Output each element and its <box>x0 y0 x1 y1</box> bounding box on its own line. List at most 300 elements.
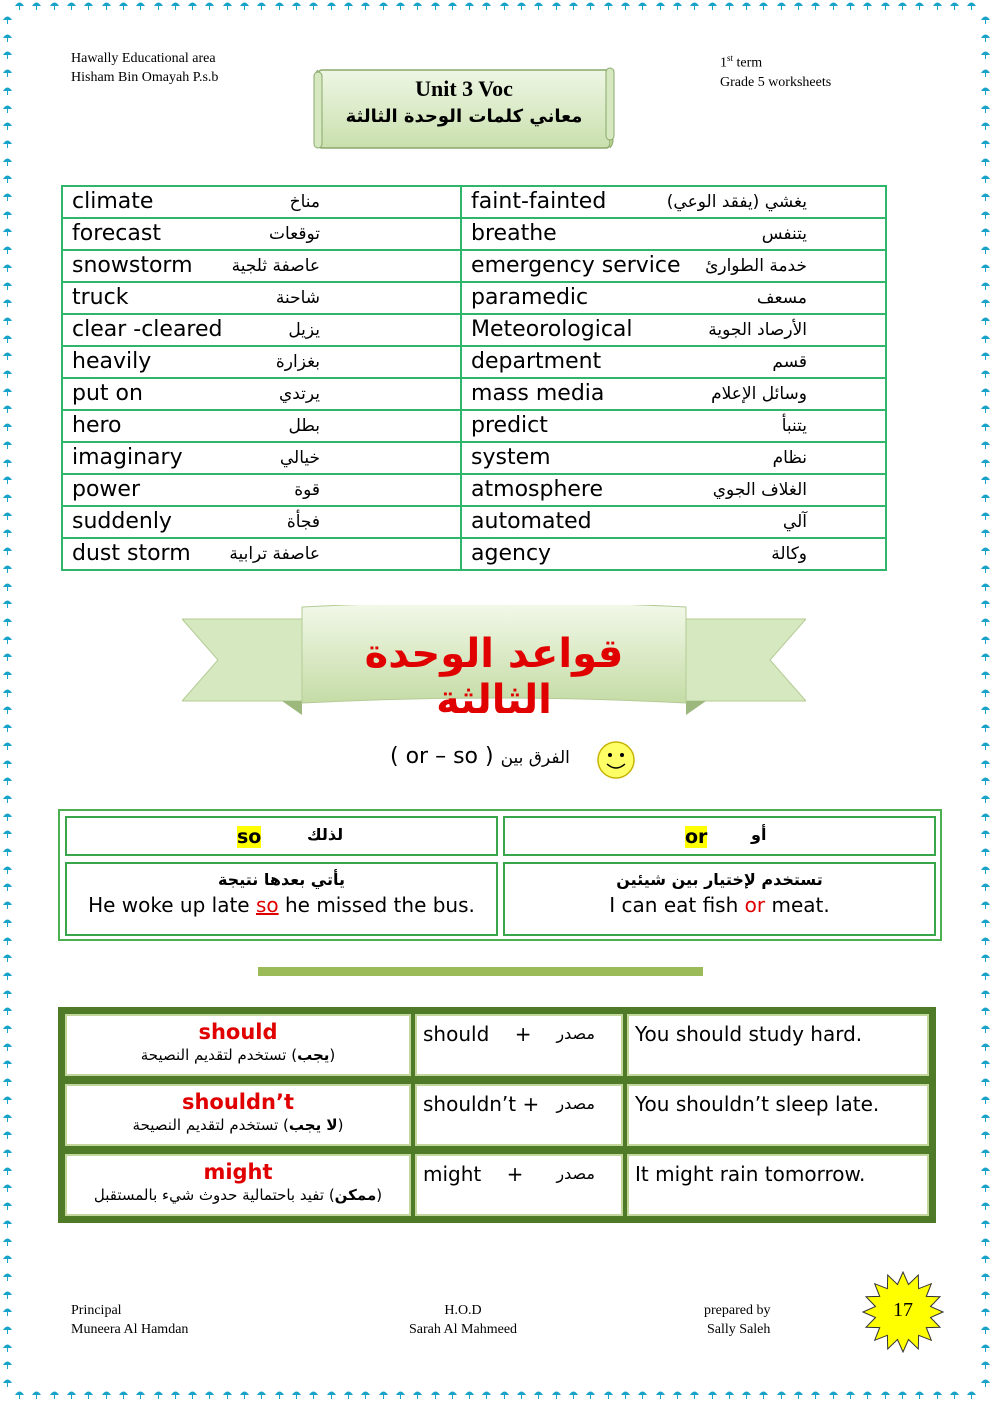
vocab-english: put on <box>72 381 143 406</box>
vocab-cell-left <box>62 282 461 314</box>
vocab-row <box>62 314 886 346</box>
umbrella-icon <box>980 333 991 344</box>
umbrella-icon <box>741 0 752 11</box>
umbrella-icon <box>447 0 458 11</box>
vocab-arabic: نظام <box>772 448 807 468</box>
umbrella-icon <box>980 262 991 273</box>
modal-meaning-cell <box>65 1084 411 1146</box>
border-top <box>0 0 992 14</box>
umbrella-icon <box>2 669 13 680</box>
umbrella-icon <box>980 209 991 220</box>
umbrella-icon <box>980 49 991 60</box>
umbrella-icon <box>2 103 13 114</box>
vocab-cell-left <box>62 474 461 506</box>
umbrella-icon <box>187 1389 198 1400</box>
umbrella-icon <box>2 1076 13 1087</box>
umbrella-icon <box>2 545 13 556</box>
umbrella-icon <box>533 1389 544 1400</box>
vocab-arabic: خدمة الطوارئ <box>705 256 807 276</box>
vocab-english: Meteorological <box>471 317 633 342</box>
umbrella-icon <box>2 793 13 804</box>
modal-example: You shouldn’t sleep late. <box>635 1092 880 1116</box>
modal-example-cell <box>627 1084 929 1146</box>
umbrella-icon <box>980 1236 991 1247</box>
vocab-english: breathe <box>471 221 557 246</box>
umbrella-icon <box>568 0 579 11</box>
umbrella-icon <box>2 1218 13 1229</box>
vocab-arabic: وكالة <box>771 544 807 564</box>
vocab-cell-right <box>461 218 886 250</box>
umbrella-icon <box>776 1389 787 1400</box>
vocab-arabic: وسائل الإعلام <box>711 384 807 404</box>
umbrella-icon <box>980 350 991 361</box>
umbrella-icon <box>2 85 13 96</box>
umbrella-icon <box>2 1236 13 1247</box>
vocab-english: hero <box>72 413 122 438</box>
umbrella-icon <box>603 0 614 11</box>
vocab-arabic: الغلاف الجوي <box>712 480 807 500</box>
vocab-english: dust storm <box>72 541 191 566</box>
smiley-icon <box>596 740 636 780</box>
modal-meaning-cell <box>65 1154 411 1216</box>
umbrella-icon <box>980 988 991 999</box>
umbrella-icon <box>980 616 991 627</box>
umbrella-icon <box>862 1389 873 1400</box>
umbrella-icon <box>291 0 302 11</box>
umbrella-icon <box>2 1182 13 1193</box>
umbrella-icon <box>2 970 13 981</box>
umbrella-icon <box>980 917 991 928</box>
umbrella-icon <box>980 1342 991 1353</box>
vocab-arabic: خيالي <box>279 448 321 468</box>
umbrella-icon <box>222 0 233 11</box>
umbrella-icon <box>49 0 60 11</box>
vocab-english: paramedic <box>471 285 589 310</box>
umbrella-icon <box>980 1324 991 1335</box>
umbrella-icon <box>845 1389 856 1400</box>
or-header-cell <box>503 816 936 856</box>
footer-prepared <box>703 1301 770 1339</box>
modal-word: shouldn’t <box>181 1090 295 1114</box>
umbrella-icon <box>980 740 991 751</box>
umbrella-icon <box>256 0 267 11</box>
umbrella-icon <box>828 1389 839 1400</box>
umbrella-icon <box>980 315 991 326</box>
modal-meaning-cell <box>65 1014 411 1076</box>
umbrella-icon <box>2 527 13 538</box>
vocab-cell-right <box>461 346 886 378</box>
umbrella-icon <box>980 1041 991 1052</box>
umbrella-icon <box>2 1271 13 1282</box>
vocab-cell-right <box>461 474 886 506</box>
umbrella-icon <box>2 1253 13 1264</box>
footer-principal <box>71 1301 188 1339</box>
umbrella-icon <box>2 209 13 220</box>
umbrella-icon <box>980 474 991 485</box>
umbrella-icon <box>2 722 13 733</box>
umbrella-icon <box>2 687 13 698</box>
umbrella-icon <box>980 138 991 149</box>
umbrella-icon <box>135 1389 146 1400</box>
umbrella-icon <box>980 1076 991 1087</box>
umbrella-icon <box>880 1389 891 1400</box>
vocab-cell-left <box>62 250 461 282</box>
umbrella-icon <box>980 1306 991 1317</box>
umbrella-icon <box>980 510 991 521</box>
umbrella-icon <box>308 0 319 11</box>
umbrella-icon <box>980 1147 991 1158</box>
umbrella-icon <box>2 1094 13 1105</box>
so-arabic: لذلك <box>307 825 344 844</box>
umbrella-icon <box>464 0 475 11</box>
umbrella-icon <box>980 67 991 78</box>
umbrella-icon <box>2 1306 13 1317</box>
umbrella-icon <box>2 1129 13 1140</box>
prepared-title: prepared by <box>704 1303 771 1318</box>
umbrella-icon <box>326 0 337 11</box>
so-example-cell <box>65 862 498 936</box>
umbrella-icon <box>980 899 991 910</box>
umbrella-icon <box>153 0 164 11</box>
vocab-english: department <box>471 349 602 374</box>
umbrella-icon <box>980 704 991 715</box>
vocab-english: emergency service <box>471 253 681 278</box>
umbrella-icon <box>980 970 991 981</box>
umbrella-icon <box>980 1377 991 1388</box>
umbrella-icon <box>980 1182 991 1193</box>
umbrella-icon <box>2 811 13 822</box>
umbrella-icon <box>170 1389 181 1400</box>
umbrella-icon <box>2 1200 13 1211</box>
umbrella-icon <box>980 669 991 680</box>
umbrella-icon <box>620 0 631 11</box>
umbrella-icon <box>83 0 94 11</box>
umbrella-icon <box>2 598 13 609</box>
vocab-row <box>62 442 886 474</box>
vocab-english: agency <box>471 541 552 566</box>
vocab-arabic: عاصفة ثلجية <box>231 256 321 276</box>
umbrella-icon <box>2 563 13 574</box>
vocab-english: atmosphere <box>471 477 604 502</box>
umbrella-icon <box>980 156 991 167</box>
vocab-cell-right <box>461 538 886 570</box>
vocab-row <box>62 346 886 378</box>
umbrella-icon <box>49 1389 60 1400</box>
modal-meaning: (لا يجب) تستخدم لتقديم النصيحة <box>132 1116 344 1134</box>
umbrella-icon <box>980 1005 991 1016</box>
umbrella-icon <box>980 581 991 592</box>
so-example: He woke up late so he missed the bus. <box>88 893 475 917</box>
modal-word: might <box>203 1160 273 1184</box>
umbrella-icon <box>2 1377 13 1388</box>
umbrella-icon <box>585 0 596 11</box>
vocab-cell-right <box>461 378 886 410</box>
vocab-row <box>62 186 886 218</box>
umbrella-icon <box>14 1389 25 1400</box>
divider-bar <box>258 967 703 976</box>
vocab-english: climate <box>72 189 154 214</box>
vocab-english: power <box>72 477 140 502</box>
or-so-table <box>58 809 942 941</box>
modal-masdar: مصدر <box>556 1094 595 1113</box>
umbrella-icon <box>2 917 13 928</box>
umbrella-icon <box>980 120 991 131</box>
umbrella-icon <box>239 0 250 11</box>
umbrella-icon <box>430 0 441 11</box>
umbrella-icon <box>980 421 991 432</box>
vocab-english: system <box>471 445 551 470</box>
umbrella-icon <box>980 811 991 822</box>
umbrella-icon <box>2 581 13 592</box>
page-number-badge <box>862 1271 944 1353</box>
vocab-arabic: الأرصاد الجوية <box>708 320 807 340</box>
umbrella-icon <box>980 1289 991 1300</box>
vocab-arabic: يتنفس <box>761 224 807 244</box>
umbrella-icon <box>980 828 991 839</box>
umbrella-icon <box>672 1389 683 1400</box>
umbrella-icon <box>980 280 991 291</box>
vocab-cell-right <box>461 506 886 538</box>
umbrella-icon <box>430 1389 441 1400</box>
umbrella-icon <box>980 244 991 255</box>
umbrella-icon <box>2 457 13 468</box>
umbrella-icon <box>845 0 856 11</box>
grammar-banner <box>182 605 806 725</box>
umbrella-icon <box>980 1271 991 1282</box>
vocab-english: clear -cleared <box>72 317 223 342</box>
umbrella-icon <box>914 0 925 11</box>
vocab-arabic: يتنبأ <box>781 416 807 436</box>
umbrella-icon <box>274 1389 285 1400</box>
vocab-cell-left <box>62 314 461 346</box>
vocab-cell-left <box>62 410 461 442</box>
umbrella-icon <box>2 474 13 485</box>
umbrella-icon <box>914 1389 925 1400</box>
umbrella-icon <box>2 935 13 946</box>
umbrella-icon <box>980 1200 991 1211</box>
umbrella-icon <box>499 1389 510 1400</box>
umbrella-icon <box>980 191 991 202</box>
umbrella-icon <box>343 0 354 11</box>
umbrella-icon <box>2 1041 13 1052</box>
border-left <box>0 14 14 1389</box>
vocab-arabic: يغشي (يفقد الوعي) <box>666 192 807 212</box>
umbrella-icon <box>980 85 991 96</box>
umbrella-icon <box>2 1005 13 1016</box>
banner-title: قواعد الوحدة الثالثة <box>364 631 624 723</box>
umbrella-icon <box>2 1324 13 1335</box>
umbrella-icon <box>2 67 13 78</box>
umbrella-icon <box>2 297 13 308</box>
umbrella-icon <box>222 1389 233 1400</box>
umbrella-icon <box>153 1389 164 1400</box>
modal-masdar: مصدر <box>556 1164 595 1183</box>
umbrella-icon <box>980 226 991 237</box>
umbrella-icon <box>2 740 13 751</box>
umbrella-icon <box>2 368 13 379</box>
umbrella-icon <box>980 1165 991 1176</box>
umbrella-icon <box>810 1389 821 1400</box>
umbrella-icon <box>343 1389 354 1400</box>
umbrella-icon <box>949 0 960 11</box>
umbrella-icon <box>447 1389 458 1400</box>
umbrella-icon <box>2 333 13 344</box>
umbrella-icon <box>980 386 991 397</box>
umbrella-icon <box>980 1253 991 1264</box>
vocab-arabic: توقعات <box>269 224 321 244</box>
vocab-english: heavily <box>72 349 152 374</box>
umbrella-icon <box>2 1165 13 1176</box>
vocab-english: truck <box>72 285 129 310</box>
umbrella-icon <box>2 49 13 60</box>
umbrella-icon <box>66 0 77 11</box>
vocab-english: suddenly <box>72 509 172 534</box>
umbrella-icon <box>101 0 112 11</box>
so-header-cell <box>65 816 498 856</box>
umbrella-icon <box>980 492 991 503</box>
umbrella-icon <box>2 899 13 910</box>
umbrella-icon <box>758 0 769 11</box>
border-right <box>978 14 992 1389</box>
umbrella-icon <box>533 0 544 11</box>
modal-example-cell <box>627 1154 929 1216</box>
umbrella-icon <box>810 0 821 11</box>
umbrella-icon <box>655 1389 666 1400</box>
umbrella-icon <box>2 864 13 875</box>
umbrella-icon <box>724 1389 735 1400</box>
hod-name: Sarah Al Mahmeed <box>408 1322 518 1337</box>
umbrella-icon <box>2 775 13 786</box>
umbrella-icon <box>980 1359 991 1370</box>
umbrella-icon <box>308 1389 319 1400</box>
umbrella-icon <box>291 1389 302 1400</box>
umbrella-icon <box>118 0 129 11</box>
umbrella-icon <box>2 138 13 149</box>
umbrella-icon <box>135 0 146 11</box>
vocab-cell-left <box>62 346 461 378</box>
umbrella-icon <box>672 0 683 11</box>
umbrella-icon <box>585 1389 596 1400</box>
umbrella-icon <box>2 634 13 645</box>
umbrella-icon <box>637 1389 648 1400</box>
vocab-cell-left <box>62 506 461 538</box>
umbrella-icon <box>980 403 991 414</box>
umbrella-icon <box>481 0 492 11</box>
or-arabic: أو <box>751 825 767 844</box>
umbrella-icon <box>2 173 13 184</box>
vocab-row <box>62 378 886 410</box>
umbrella-icon <box>2 439 13 450</box>
vocab-english: snowstorm <box>72 253 193 278</box>
umbrella-icon <box>603 1389 614 1400</box>
umbrella-icon <box>758 1389 769 1400</box>
umbrella-icon <box>828 0 839 11</box>
vocab-arabic: عاصفة ترابية <box>229 544 321 564</box>
header-school: Hisham Bin Omayah P.s.b <box>71 70 219 85</box>
umbrella-icon <box>2 1147 13 1158</box>
vocabulary-table <box>61 185 887 571</box>
umbrella-icon <box>2 510 13 521</box>
umbrella-icon <box>2 988 13 999</box>
umbrella-icon <box>980 1218 991 1229</box>
vocab-row <box>62 474 886 506</box>
umbrella-icon <box>724 0 735 11</box>
umbrella-icon <box>2 1359 13 1370</box>
umbrella-icon <box>2 1342 13 1353</box>
umbrella-icon <box>980 687 991 698</box>
umbrella-icon <box>2 846 13 857</box>
modal-meaning: (ممكن) تفيد باحتمالية حدوث شيء بالمستقبل <box>93 1186 383 1204</box>
vocab-row <box>62 218 886 250</box>
umbrella-icon <box>2 828 13 839</box>
umbrella-icon <box>378 1389 389 1400</box>
umbrella-icon <box>2 32 13 43</box>
vocab-row <box>62 410 886 442</box>
umbrella-icon <box>776 0 787 11</box>
umbrella-icon <box>2 421 13 432</box>
umbrella-icon <box>31 0 42 11</box>
vocab-row <box>62 506 886 538</box>
principal-name: Muneera Al Hamdan <box>71 1322 189 1337</box>
umbrella-icon <box>741 1389 752 1400</box>
or-example: I can eat fish or meat. <box>609 893 830 917</box>
header-grade: Grade 5 worksheets <box>720 74 832 90</box>
page-number: 17 <box>893 1299 913 1321</box>
umbrella-icon <box>980 758 991 769</box>
modal-form-cell <box>415 1084 623 1146</box>
umbrella-icon <box>689 0 700 11</box>
umbrella-icon <box>980 1094 991 1105</box>
header-area: Hawally Educational area <box>71 51 216 66</box>
umbrella-icon <box>412 0 423 11</box>
umbrella-icon <box>2 280 13 291</box>
umbrella-icon <box>2 758 13 769</box>
umbrella-icon <box>980 297 991 308</box>
umbrella-icon <box>707 0 718 11</box>
vocab-english: predict <box>471 413 548 438</box>
umbrella-icon <box>2 262 13 273</box>
prepared-name: Sally Saleh <box>707 1322 771 1337</box>
umbrella-icon <box>793 1389 804 1400</box>
vocab-english: mass media <box>471 381 605 406</box>
modal-example: You should study hard. <box>635 1022 863 1046</box>
umbrella-icon <box>360 1389 371 1400</box>
umbrella-icon <box>2 492 13 503</box>
umbrella-icon <box>31 1389 42 1400</box>
umbrella-icon <box>2 1023 13 1034</box>
umbrella-icon <box>880 0 891 11</box>
principal-title: Principal <box>71 1303 122 1318</box>
umbrella-icon <box>980 634 991 645</box>
umbrella-icon <box>101 1389 112 1400</box>
umbrella-icon <box>980 651 991 662</box>
modal-word: should <box>198 1020 278 1044</box>
umbrella-icon <box>516 1389 527 1400</box>
umbrella-icon <box>980 545 991 556</box>
unit-title: Unit 3 Voc <box>415 76 513 101</box>
umbrella-icon <box>187 0 198 11</box>
vocab-cell-left <box>62 186 461 218</box>
modal-form: might + <box>423 1162 524 1186</box>
umbrella-icon <box>66 1389 77 1400</box>
umbrella-icon <box>980 173 991 184</box>
umbrella-icon <box>499 0 510 11</box>
vocab-arabic: يرتدي <box>278 384 321 404</box>
umbrella-icon <box>932 1389 943 1400</box>
umbrella-icon <box>2 651 13 662</box>
so-word: so <box>237 826 262 848</box>
umbrella-icon <box>980 457 991 468</box>
